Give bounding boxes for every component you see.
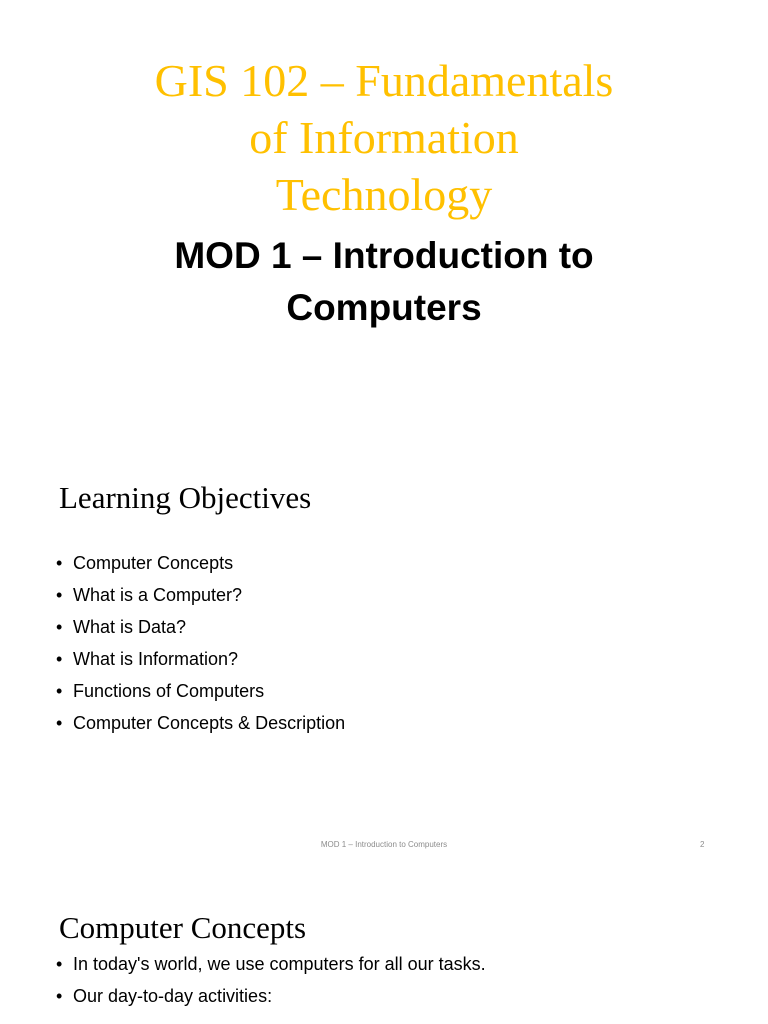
slide-title-line: of Information [249, 112, 519, 163]
slide-title [0, 52, 768, 223]
list-item: • Our day-to-day activities: [56, 984, 486, 1016]
slide-heading: Learning Objectives [59, 480, 312, 515]
list-item: • In today's world, we use computers for all our tasks. [56, 952, 486, 984]
list-item: • What is Information? [56, 647, 345, 679]
title-slide [0, 0, 768, 400]
slide-footer: MOD 1 – Introduction to Computers [320, 840, 448, 849]
page-number: 2 [700, 840, 705, 849]
learning-objectives-slide [0, 460, 768, 880]
bullet-list [56, 952, 486, 1016]
list-item: • What is Data? [56, 615, 345, 647]
bullet-list [56, 551, 345, 743]
list-item: • Computer Concepts & Description [56, 711, 345, 743]
slide-subtitle-line: MOD 1 – Introduction to [174, 235, 594, 276]
list-item: • Functions of Computers [56, 679, 345, 711]
slide-heading: Computer Concepts [59, 910, 307, 945]
computer-concepts-slide [0, 900, 768, 1024]
list-item: • What is a Computer? [56, 583, 345, 615]
slide-subtitle-line: Computers [286, 287, 482, 328]
list-item: • Computer Concepts [56, 551, 345, 583]
slide-title-line: Technology [275, 169, 493, 220]
slide-subtitle [0, 230, 768, 334]
slide-title-line: GIS 102 – Fundamentals [154, 55, 614, 106]
